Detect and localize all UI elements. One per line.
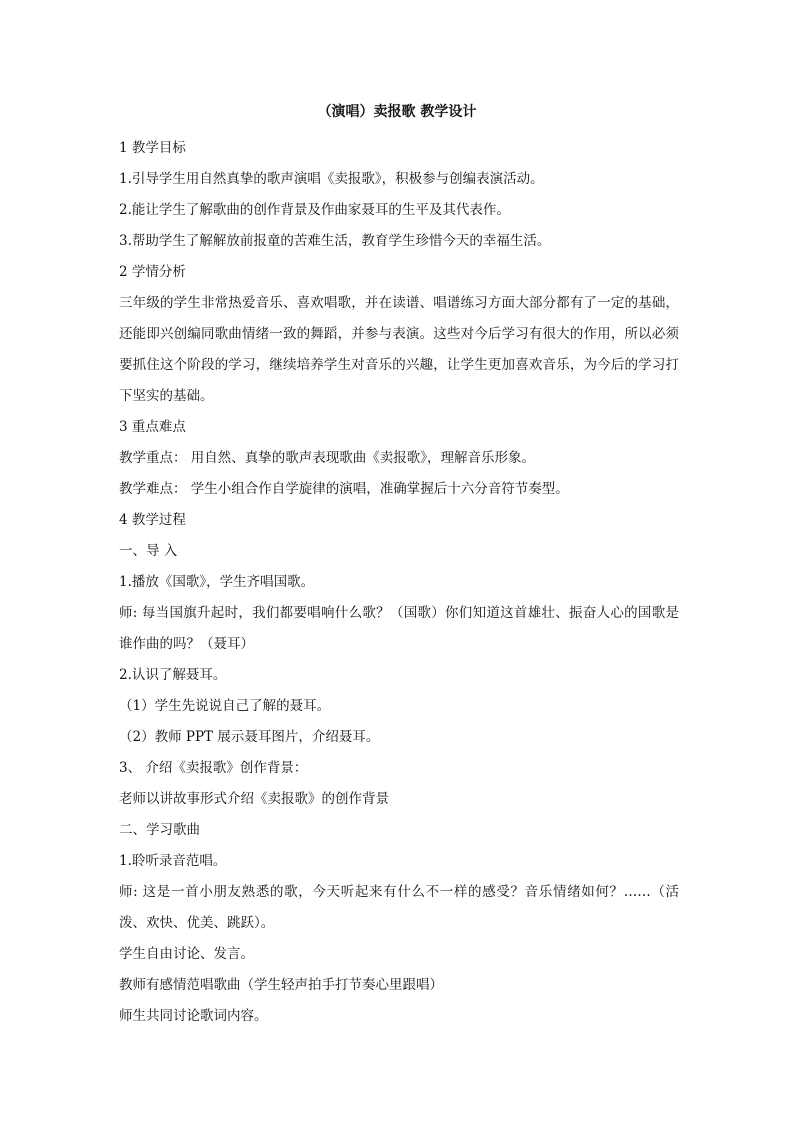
process-text: 学生自由讨论、发言。 xyxy=(119,946,254,962)
process-step: 1.播放《国歌》，学生齐唱国歌。 xyxy=(119,574,315,590)
process-text: 师生共同讨论歌词内容。 xyxy=(119,1008,268,1024)
objective-item: 2.能让学生了解歌曲的创作背景及作曲家聂耳的生平及其代表作。 xyxy=(119,202,510,218)
teacher-dialogue: 师: 这是一首小朋友熟悉的歌，今天听起来有什么不一样的感受？音乐情绪如何？……（活泼、欢快、优美、跳跃）。 xyxy=(119,884,679,931)
process-substep: （1）学生先说说自己了解的聂耳。 xyxy=(119,698,331,714)
process-step: 2.认识了解聂耳。 xyxy=(119,667,227,683)
document-body xyxy=(119,133,679,1032)
section-heading-key-points: 3 重点难点 xyxy=(119,419,186,435)
process-step: 3、 介绍《卖报歌》创作背景： xyxy=(119,760,308,776)
analysis-paragraph: 三年级的学生非常热爱音乐、喜欢唱歌，并在读谱、唱谱练习方面大部分都有了一定的基础，还能即兴创编同歌曲情绪一致的舞蹈，并参与表演。这些对今后学习有很大的作用，所以必须要抓住这个阶段的学习，继续培养学生对音乐的兴趣，让学生更加喜欢音乐，为今后的学习打下坚实的基础。 xyxy=(119,295,679,404)
process-text: 教师有感情范唱歌曲（学生轻声拍手打节奏心里跟唱） xyxy=(119,977,443,993)
process-text: 老师以讲故事形式介绍《卖报歌》的创作背景 xyxy=(119,791,389,807)
section-heading-analysis: 2 学情分析 xyxy=(119,264,186,280)
section-heading-process: 4 教学过程 xyxy=(119,512,186,528)
process-substep: （2）教师 PPT 展示聂耳图片，介绍聂耳。 xyxy=(119,729,380,745)
key-point-item: 教学重点： 用自然、真挚的歌声表现歌曲《卖报歌》，理解音乐形象。 xyxy=(119,450,536,466)
document-title: （演唱）卖报歌 教学设计 xyxy=(317,104,477,120)
subsection-heading-learning: 二、学习歌曲 xyxy=(119,822,200,838)
teacher-dialogue: 师: 每当国旗升起时，我们都要唱响什么歌？（国歌）你们知道这首雄壮、振奋人心的国歌是谁作曲的吗？（聂耳） xyxy=(119,605,679,652)
process-step: 1.聆听录音范唱。 xyxy=(119,853,227,869)
difficulty-item: 教学难点： 学生小组合作自学旋律的演唱，准确掌握后十六分音符节奏型。 xyxy=(119,481,569,497)
objective-item: 3.帮助学生了解解放前报童的苦难生活，教育学生珍惜今天的幸福生活。 xyxy=(119,233,551,249)
subsection-heading-intro: 一、导 入 xyxy=(119,543,178,559)
objective-item: 1.引导学生用自然真挚的歌声演唱《卖报歌》，积极参与创编表演活动。 xyxy=(119,171,544,187)
section-heading-objectives: 1 教学目标 xyxy=(119,140,186,156)
